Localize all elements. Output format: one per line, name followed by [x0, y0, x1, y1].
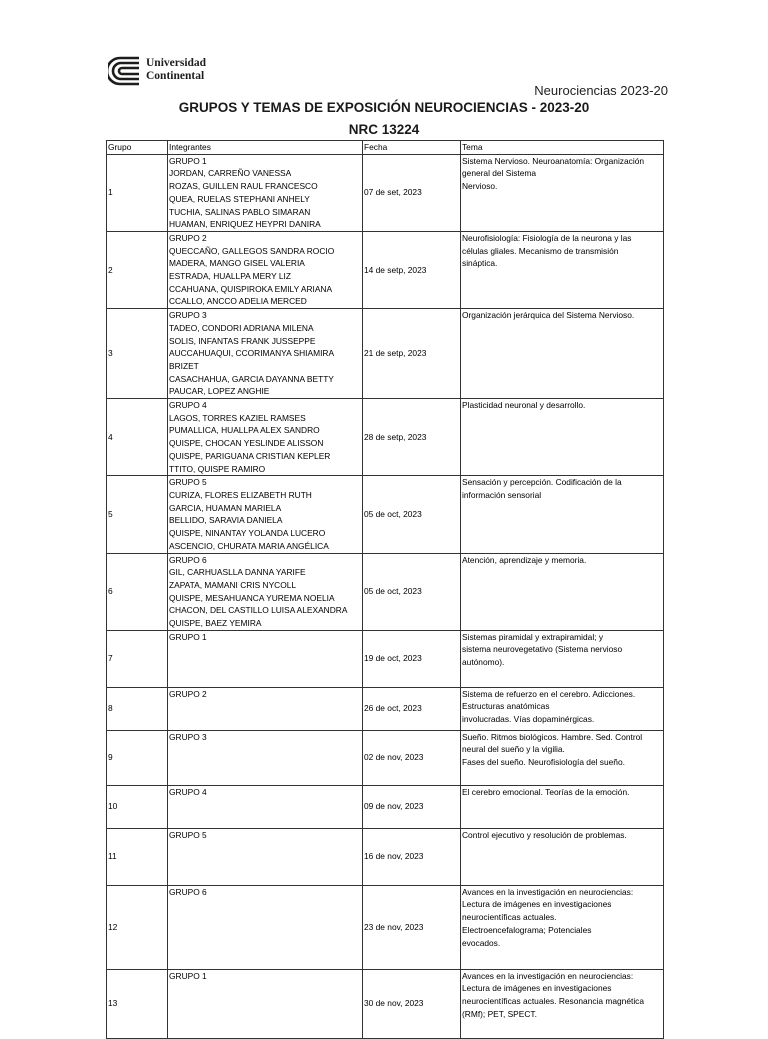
- tema-line: Organización jerárquica del Sistema Nervioso.: [462, 310, 635, 321]
- member-name: CCALLO, ANCCO ADELIA MERCED: [169, 296, 307, 307]
- table-row: [107, 476, 664, 553]
- group-label: GRUPO 4: [169, 786, 207, 797]
- tema-line: Sueño. Ritmos biológicos. Hambre. Sed. Control: [462, 731, 643, 742]
- table-row: [107, 231, 664, 308]
- tema-line: neurocientíficas actuales. Resonancia magnética: [462, 996, 645, 1007]
- table-row: [107, 630, 664, 687]
- tema-cell: [461, 969, 664, 1038]
- member-name: QUISPE, MESAHUANCA YUREMA NOELIA: [169, 592, 335, 603]
- tema-line: Fases del sueño. Neurofisiología del sueño.: [462, 757, 625, 768]
- tema-line: Sistema de refuerzo en el cerebro. Adicciones.: [462, 688, 636, 699]
- grupo-number: 12: [107, 885, 168, 969]
- tema-line: información sensorial: [462, 489, 542, 500]
- integrantes-cell: [168, 630, 363, 687]
- grupo-number: 1: [107, 154, 168, 231]
- integrantes-cell: [168, 885, 363, 969]
- integrantes-cell: [168, 154, 363, 231]
- tema-line: general del Sistema: [462, 168, 537, 179]
- tema-line: sistema neurovegetativo (Sistema nervioso: [462, 644, 623, 655]
- table-row: [107, 553, 664, 630]
- member-name: QUEA, RUELAS STEPHANI ANHELY: [169, 193, 310, 204]
- header-grupo: Grupo: [107, 141, 168, 155]
- tema-cell: [461, 476, 664, 553]
- group-label: GRUPO 6: [169, 554, 207, 565]
- fecha-cell: 05 de oct, 2023: [363, 476, 461, 553]
- tema-cell: [461, 154, 664, 231]
- integrantes-cell: [168, 730, 363, 785]
- member-name: BELLIDO, SARAVIA DANIELA: [169, 515, 283, 526]
- member-name: JORDAN, CARREÑO VANESSA: [169, 168, 292, 179]
- integrantes-cell: [168, 687, 363, 730]
- member-name: AUCCAHUAQUI, CCORIMANYA SHIAMIRA: [169, 348, 335, 359]
- group-label: GRUPO 3: [169, 310, 207, 321]
- integrantes-cell: [168, 309, 363, 399]
- group-label: GRUPO 6: [169, 886, 207, 897]
- fecha-cell: 30 de nov, 2023: [363, 969, 461, 1038]
- member-name: MADERA, MANGO GISEL VALERIA: [169, 258, 305, 269]
- header-tema: Tema: [461, 141, 664, 155]
- tema-line: Avances en la investigación en neurociencias:: [462, 886, 634, 897]
- tema-line: Lectura de imágenes en investigaciones: [462, 983, 612, 994]
- header-integrantes: Integrantes: [168, 141, 363, 155]
- table-row: [107, 885, 664, 969]
- tema-line: involucradas. Vías dopaminérgicas.: [462, 714, 595, 725]
- logo-text-line1: Universidad: [146, 57, 207, 69]
- integrantes-cell: [168, 231, 363, 308]
- table-row: [107, 785, 664, 828]
- table-row: [107, 687, 664, 730]
- grupo-number: 2: [107, 231, 168, 308]
- member-name: QUISPE, CHOCAN YESLINDE ALISSON: [169, 438, 324, 449]
- fecha-cell: 07 de set, 2023: [363, 154, 461, 231]
- fecha-cell: 14 de setp, 2023: [363, 231, 461, 308]
- tema-cell: [461, 730, 664, 785]
- integrantes-cell: [168, 785, 363, 828]
- nrc-label: NRC 13224: [348, 122, 420, 137]
- tema-line: Nervioso.: [462, 181, 498, 192]
- page-title: GRUPOS Y TEMAS DE EXPOSICIÓN NEUROCIENCIAS - 2023-20: [178, 100, 590, 115]
- member-name: SOLIS, INFANTAS FRANK JUSSEPPE: [169, 335, 316, 346]
- tema-line: sináptica.: [462, 258, 498, 269]
- member-name: GIL, CARHUASLLA DANNA YARIFE: [169, 567, 306, 578]
- member-name: CURIZA, FLORES ELIZABETH RUTH: [169, 489, 312, 500]
- member-name: ROZAS, GUILLEN RAUL FRANCESCO: [169, 181, 318, 192]
- tema-line: Neurofisiología: Fisiología de la neurona y las: [462, 232, 632, 243]
- grupo-number: 3: [107, 309, 168, 399]
- fecha-cell: 28 de setp, 2023: [363, 399, 461, 476]
- member-name: CHACON, DEL CASTILLO LUISA ALEXANDRA: [169, 605, 348, 616]
- member-name: QUISPE, PARIGUANA CRISTIAN KEPLER: [169, 450, 331, 461]
- group-label: GRUPO 1: [169, 631, 207, 642]
- schedule-table: [106, 140, 664, 1039]
- tema-line: autónomo).: [462, 657, 505, 668]
- tema-line: Sistema Nervioso. Neuroanatomía: Organización: [462, 155, 645, 166]
- member-name: PUMALLICA, HUALLPA ALEX SANDRO: [169, 425, 320, 436]
- university-logo: [108, 54, 218, 88]
- member-name: ZAPATA, MAMANI CRIS NYCOLL: [169, 579, 297, 590]
- tema-line: neural del sueño y la vigilia.: [462, 744, 565, 755]
- fecha-cell: 19 de oct, 2023: [363, 630, 461, 687]
- group-label: GRUPO 1: [169, 155, 207, 166]
- grupo-number: 9: [107, 730, 168, 785]
- member-name: GARCIA, HUAMAN MARIELA: [169, 502, 282, 513]
- grupo-number: 11: [107, 828, 168, 885]
- member-name: CASACHAHUA, GARCIA DAYANNA BETTY: [169, 373, 334, 384]
- tema-line: Avances en la investigación en neurociencias:: [462, 970, 634, 981]
- integrantes-cell: [168, 399, 363, 476]
- fecha-cell: 09 de nov, 2023: [363, 785, 461, 828]
- group-label: GRUPO 4: [169, 400, 207, 411]
- group-label: GRUPO 5: [169, 477, 207, 488]
- fecha-cell: 02 de nov, 2023: [363, 730, 461, 785]
- fecha-cell: 23 de nov, 2023: [363, 885, 461, 969]
- table-row: [107, 154, 664, 231]
- logo-text-line2: Continental: [146, 70, 205, 82]
- member-name: LAGOS, TORRES KAZIEL RAMSES: [169, 412, 306, 423]
- group-label: GRUPO 3: [169, 731, 207, 742]
- table-row: [107, 828, 664, 885]
- member-name: QUECCAÑO, GALLEGOS SANDRA ROCIO: [169, 245, 335, 256]
- tema-cell: [461, 828, 664, 885]
- group-label: GRUPO 1: [169, 970, 207, 981]
- member-name: ASCENCIO, CHURATA MARIA ANGÉLICA: [169, 540, 329, 551]
- tema-line: células gliales. Mecanismo de transmisión: [462, 245, 619, 256]
- tema-line: Electroencefalograma; Potenciales: [462, 924, 592, 935]
- tema-line: Estructuras anatómicas: [462, 701, 550, 712]
- integrantes-cell: [168, 476, 363, 553]
- member-name: HUAMAN, ENRIQUEZ HEYPRI DANIRA: [169, 219, 321, 230]
- tema-line: Plasticidad neuronal y desarrollo.: [462, 400, 586, 411]
- tema-line: El cerebro emocional. Teorías de la emoción.: [462, 786, 630, 797]
- integrantes-cell: [168, 969, 363, 1038]
- tema-cell: [461, 630, 664, 687]
- course-label: Neurociencias 2023-20: [534, 83, 668, 98]
- member-name: QUISPE, BAEZ YEMIRA: [169, 618, 262, 629]
- grupo-number: 6: [107, 553, 168, 630]
- integrantes-cell: [168, 553, 363, 630]
- grupo-number: 7: [107, 630, 168, 687]
- table-header-row: [107, 141, 664, 155]
- fecha-cell: 21 de setp, 2023: [363, 309, 461, 399]
- tema-line: neurocientíficas actuales.: [462, 912, 557, 923]
- group-label: GRUPO 2: [169, 688, 207, 699]
- tema-cell: [461, 785, 664, 828]
- tema-cell: [461, 309, 664, 399]
- grupo-number: 5: [107, 476, 168, 553]
- group-label: GRUPO 2: [169, 232, 207, 243]
- university-logo-icon: [108, 54, 142, 88]
- member-name: PAUCAR, LOPEZ ANGHIE: [169, 386, 270, 397]
- grupo-number: 4: [107, 399, 168, 476]
- member-name: BRIZET: [169, 360, 199, 371]
- table-row: [107, 399, 664, 476]
- tema-line: evocados.: [462, 937, 501, 948]
- group-label: GRUPO 5: [169, 829, 207, 840]
- grupo-number: 8: [107, 687, 168, 730]
- tema-line: (RMf); PET, SPECT.: [462, 1008, 537, 1019]
- tema-line: Lectura de imágenes en investigaciones: [462, 899, 612, 910]
- tema-cell: [461, 231, 664, 308]
- member-name: TTITO, QUISPE RAMIRO: [169, 463, 266, 474]
- table-row: [107, 309, 664, 399]
- member-name: CCAHUANA, QUISPIROKA EMILY ARIANA: [169, 283, 333, 294]
- integrantes-cell: [168, 828, 363, 885]
- table-row: [107, 969, 664, 1038]
- tema-cell: [461, 687, 664, 730]
- fecha-cell: 05 de oct, 2023: [363, 553, 461, 630]
- member-name: QUISPE, NINANTAY YOLANDA LUCERO: [169, 528, 326, 539]
- member-name: ESTRADA, HUALLPA MERY LIZ: [169, 271, 291, 282]
- header-fecha: Fecha: [363, 141, 461, 155]
- tema-line: Sistemas piramidal y extrapiramidal; y: [462, 631, 604, 642]
- grupo-number: 10: [107, 785, 168, 828]
- tema-cell: [461, 399, 664, 476]
- table-row: [107, 730, 664, 785]
- tema-cell: [461, 885, 664, 969]
- tema-line: Control ejecutivo y resolución de problemas.: [462, 829, 627, 840]
- tema-line: Atención, aprendizaje y memoria.: [462, 554, 587, 565]
- fecha-cell: 16 de nov, 2023: [363, 828, 461, 885]
- member-name: TUCHIA, SALINAS PABLO SIMARAN: [169, 206, 311, 217]
- fecha-cell: 26 de oct, 2023: [363, 687, 461, 730]
- grupo-number: 13: [107, 969, 168, 1038]
- tema-cell: [461, 553, 664, 630]
- member-name: TADEO, CONDORI ADRIANA MILENA: [169, 322, 314, 333]
- tema-line: Sensación y percepción. Codificación de la: [462, 477, 622, 488]
